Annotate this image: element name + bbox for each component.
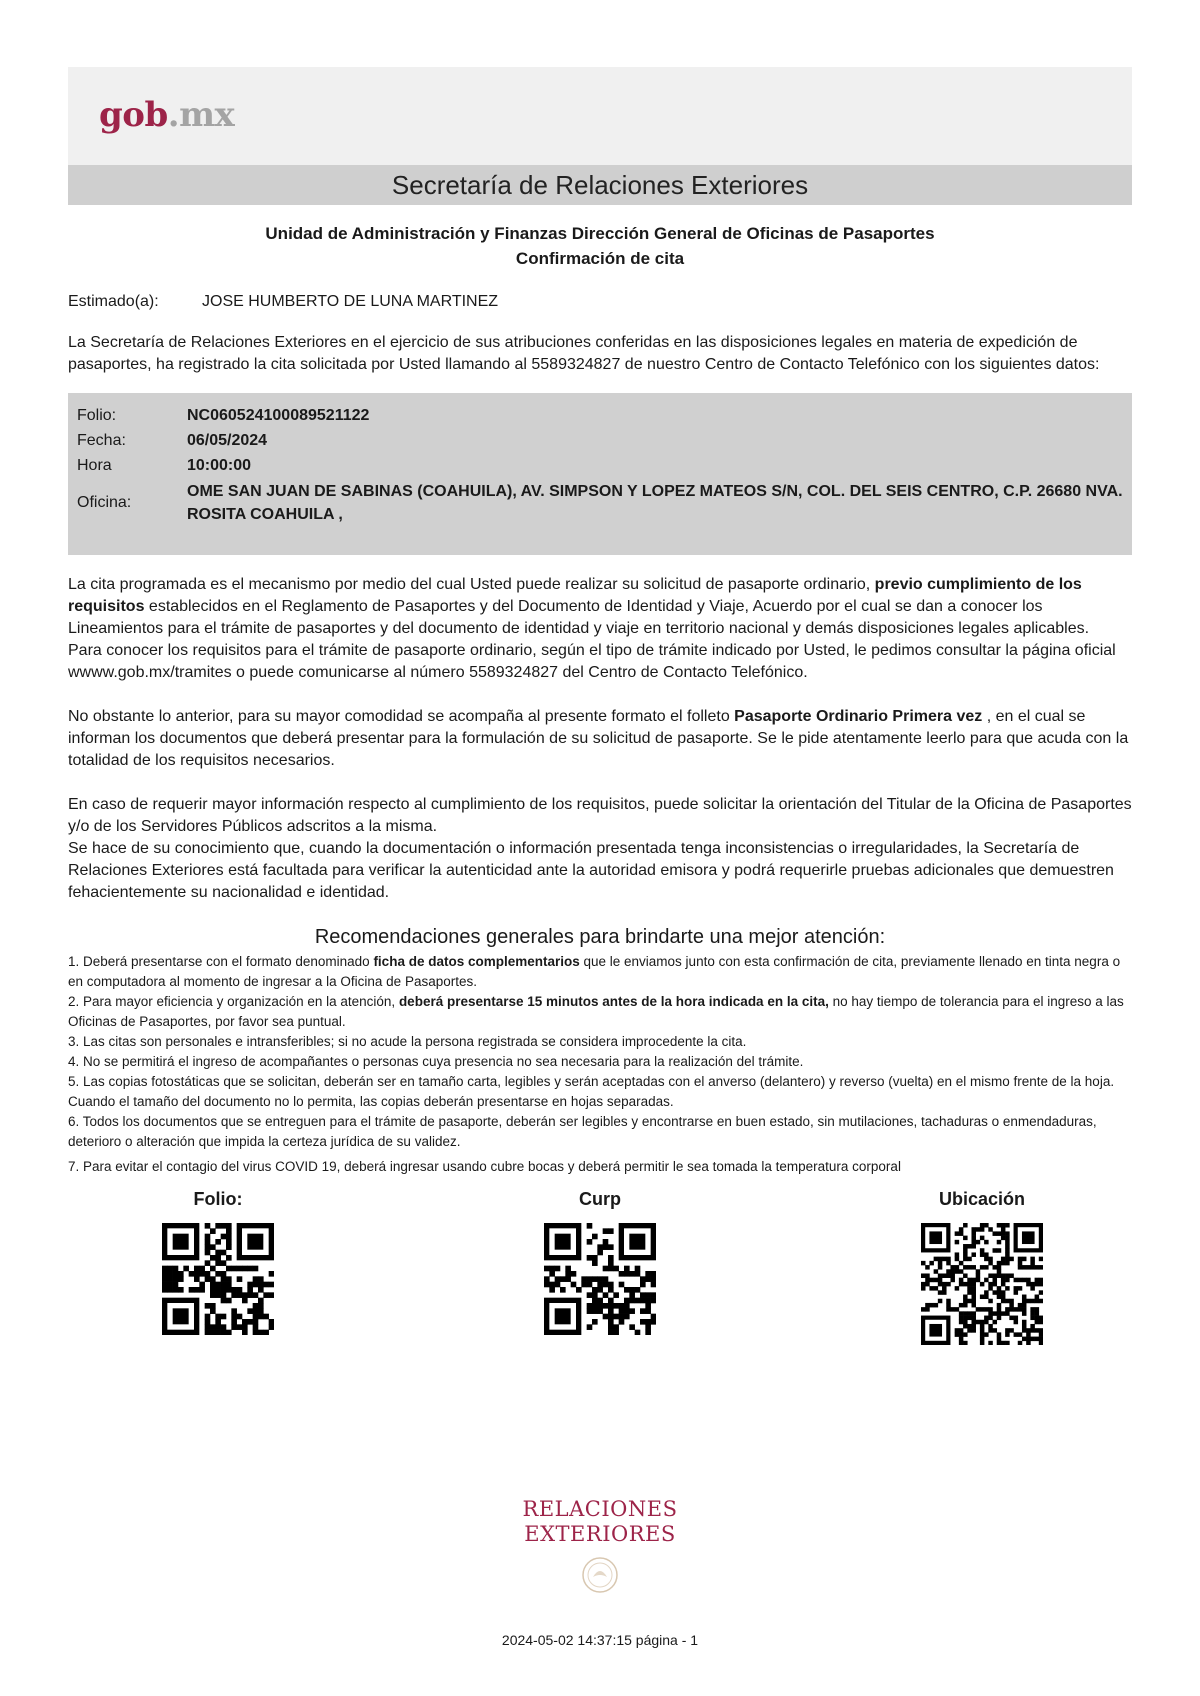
sre-footer-logo <box>0 1497 1200 1595</box>
qr-curp-code <box>544 1223 656 1335</box>
recommendation-item: 4. No se permitirá el ingreso de acompañantes o personas cuya presencia no sea necesaria para la realización del trámite. <box>68 1054 804 1069</box>
paragraph-folleto: No obstante lo anterior, para su mayor comodidad se acompaña al presente formato el folleto Pasaporte Ordinario Primera vez , en el cual se informan los documentos que deberá presentar para la formulación de su solicitud de pasaporte. Se le pide atentamente leerlo para que acuda con la totalidad de los requisitos necesarios. <box>68 708 1129 769</box>
logo-line-2: EXTERIORES <box>524 1522 676 1546</box>
qr-folio-label: Folio: <box>193 1189 243 1209</box>
fecha-row: Fecha: 06/05/2024 <box>77 428 1123 453</box>
appointment-details <box>68 393 1132 555</box>
qr-codes <box>68 1187 1132 1345</box>
document-heading <box>68 221 1132 271</box>
qr-ubicacion <box>832 1187 1132 1345</box>
folio-row: Folio: NC060524100089521122 <box>77 403 1123 428</box>
qr-curp <box>450 1187 750 1345</box>
paragraph-inconsistencias: Se hace de su conocimiento que, cuando la documentación o información presentada tenga inconsistencias o irregularidades, la Secretaría de Relaciones Exteriores está facultada para verificar la autenticidad ante la autoridad emisora y podrá requerirle pruebas adicionales que demuestren fehacientemente su nacionalidad e identidad. <box>68 840 1114 901</box>
hora-row: Hora 10:00:00 <box>77 453 1123 478</box>
qr-folio-code <box>162 1223 274 1335</box>
recommendation-item: 5. Las copias fotostáticas que se solicitan, deberán ser en tamaño carta, legibles y serán aceptadas con el anverso (delantero) y reverso (vuelta) en el mismo frente de la hoja. Cuando el tamaño del documento no lo permita, las copias deberán presentarse en hojas separadas. <box>68 1074 1115 1109</box>
document-page <box>68 67 1132 1345</box>
gobmx-logo: gob.mx <box>99 95 235 135</box>
recommendation-item: 7. Para evitar el contagio del virus COVID 19, deberá ingresar usando cubre bocas y deberá permitir le sea tomada la temperatura corporal <box>68 1159 901 1174</box>
confirmacion-title: Confirmación de cita <box>515 249 685 268</box>
secretaria-title: Secretaría de Relaciones Exteriores <box>68 165 1132 205</box>
estimado-label: Estimado(a): <box>68 293 159 310</box>
header-band <box>68 67 1132 165</box>
recommendation-item: 2. Para mayor eficiencia y organización en la atención, deberá presentarse 15 minutos antes de la hora indicada en la cita, no hay tiempo de tolerancia para el ingreso a las Oficinas de Pasaportes, por favor sea puntual. <box>68 994 1124 1029</box>
recommendation-item: 6. Todos los documentos que se entreguen para el trámite de pasaporte, deberán ser legibles y encontrarse en buen estado, sin mutilaciones, tachaduras o enmendaduras, deterioro o alteración que impida la certeza jurídica de su validez. <box>68 1114 1097 1149</box>
recommendations-list <box>68 952 1132 1177</box>
qr-ubicacion-label: Ubicación <box>938 1189 1026 1209</box>
fecha-value: 06/05/2024 <box>187 432 268 449</box>
oficina-value: OME SAN JUAN DE SABINAS (COAHUILA), AV. SIMPSON Y LOPEZ MATEOS S/N, COL. DEL SEIS CENTRO, C.P. 26680 NVA. ROSITA COAHUILA , <box>187 483 1123 523</box>
national-seal-icon <box>580 1555 620 1595</box>
qr-curp-label: Curp <box>579 1189 621 1209</box>
recommendation-item: 3. Las citas son personales e intransferibles; si no acude la persona registrada se considera improcedente la cita. <box>68 1034 747 1049</box>
logo-line-1: RELACIONES <box>522 1497 678 1521</box>
paragraph-requisitos: Para conocer los requisitos para el trámite de pasaporte ordinario, según el tipo de trámite indicado por Usted, le pedimos consultar la página oficial wwww.gob.mx/tramites o puede comunicarse al número 5589324827 del Centro de Contacto Telefónico. <box>68 642 1116 681</box>
folio-value: NC060524100089521122 <box>187 407 370 424</box>
recipient-name: JOSE HUMBERTO DE LUNA MARTINEZ <box>202 293 499 310</box>
page-footer: 2024-05-02 14:37:15 página - 1 <box>501 1632 699 1648</box>
intro-paragraph: La Secretaría de Relaciones Exteriores en el ejercicio de sus atribuciones conferidas en las disposiciones legales en materia de expedición de pasaportes, ha registrado la cita solicitada por Usted llamando al 5589324827 de nuestro Centro de Contacto Telefónico con los siguientes datos: <box>68 334 1100 373</box>
paragraph-cita-programada: La cita programada es el mecanismo por medio del cual Usted puede realizar su solicitud de pasaporte ordinario, previo cumplimiento de los requisitos establecidos en el Reglamento de Pasaportes y del Documento de Identidad y Viaje, Acuerdo por el cual se dan a conocer los Lineamientos para el trámite de pasaportes y del documento de identidad y viaje en territorio nacional y demás disposiciones legales aplicables. <box>68 576 1090 637</box>
paragraph-orientacion: En caso de requerir mayor información respecto al cumplimiento de los requisitos, puede solicitar la orientación del Titular de la Oficina de Pasaportes y/o de los Servidores Públicos adscritos a la misma. <box>68 796 1132 835</box>
recommendation-item: 1. Deberá presentarse con el formato denominado ficha de datos complementarios que le enviamos junto con esta confirmación de cita, previamente llenado en tinta negra o en computadora al momento de ingresar a la Oficina de Pasaportes. <box>68 954 1121 989</box>
qr-ubicacion-code <box>921 1223 1043 1345</box>
hora-value: 10:00:00 <box>187 457 252 474</box>
qr-folio <box>68 1187 368 1345</box>
body-text <box>68 574 1132 904</box>
recipient-line <box>68 293 1132 311</box>
unidad-title: Unidad de Administración y Finanzas Dirección General de Oficinas de Pasaportes <box>265 224 935 243</box>
recommendations-title: Recomendaciones generales para brindarte una mejor atención: <box>314 926 886 948</box>
oficina-row: Oficina: OME SAN JUAN DE SABINAS (COAHUILA), AV. SIMPSON Y LOPEZ MATEOS S/N, COL. DEL SEIS CENTRO, C.P. 26680 NVA. ROSITA COAHUILA , <box>77 478 1123 528</box>
